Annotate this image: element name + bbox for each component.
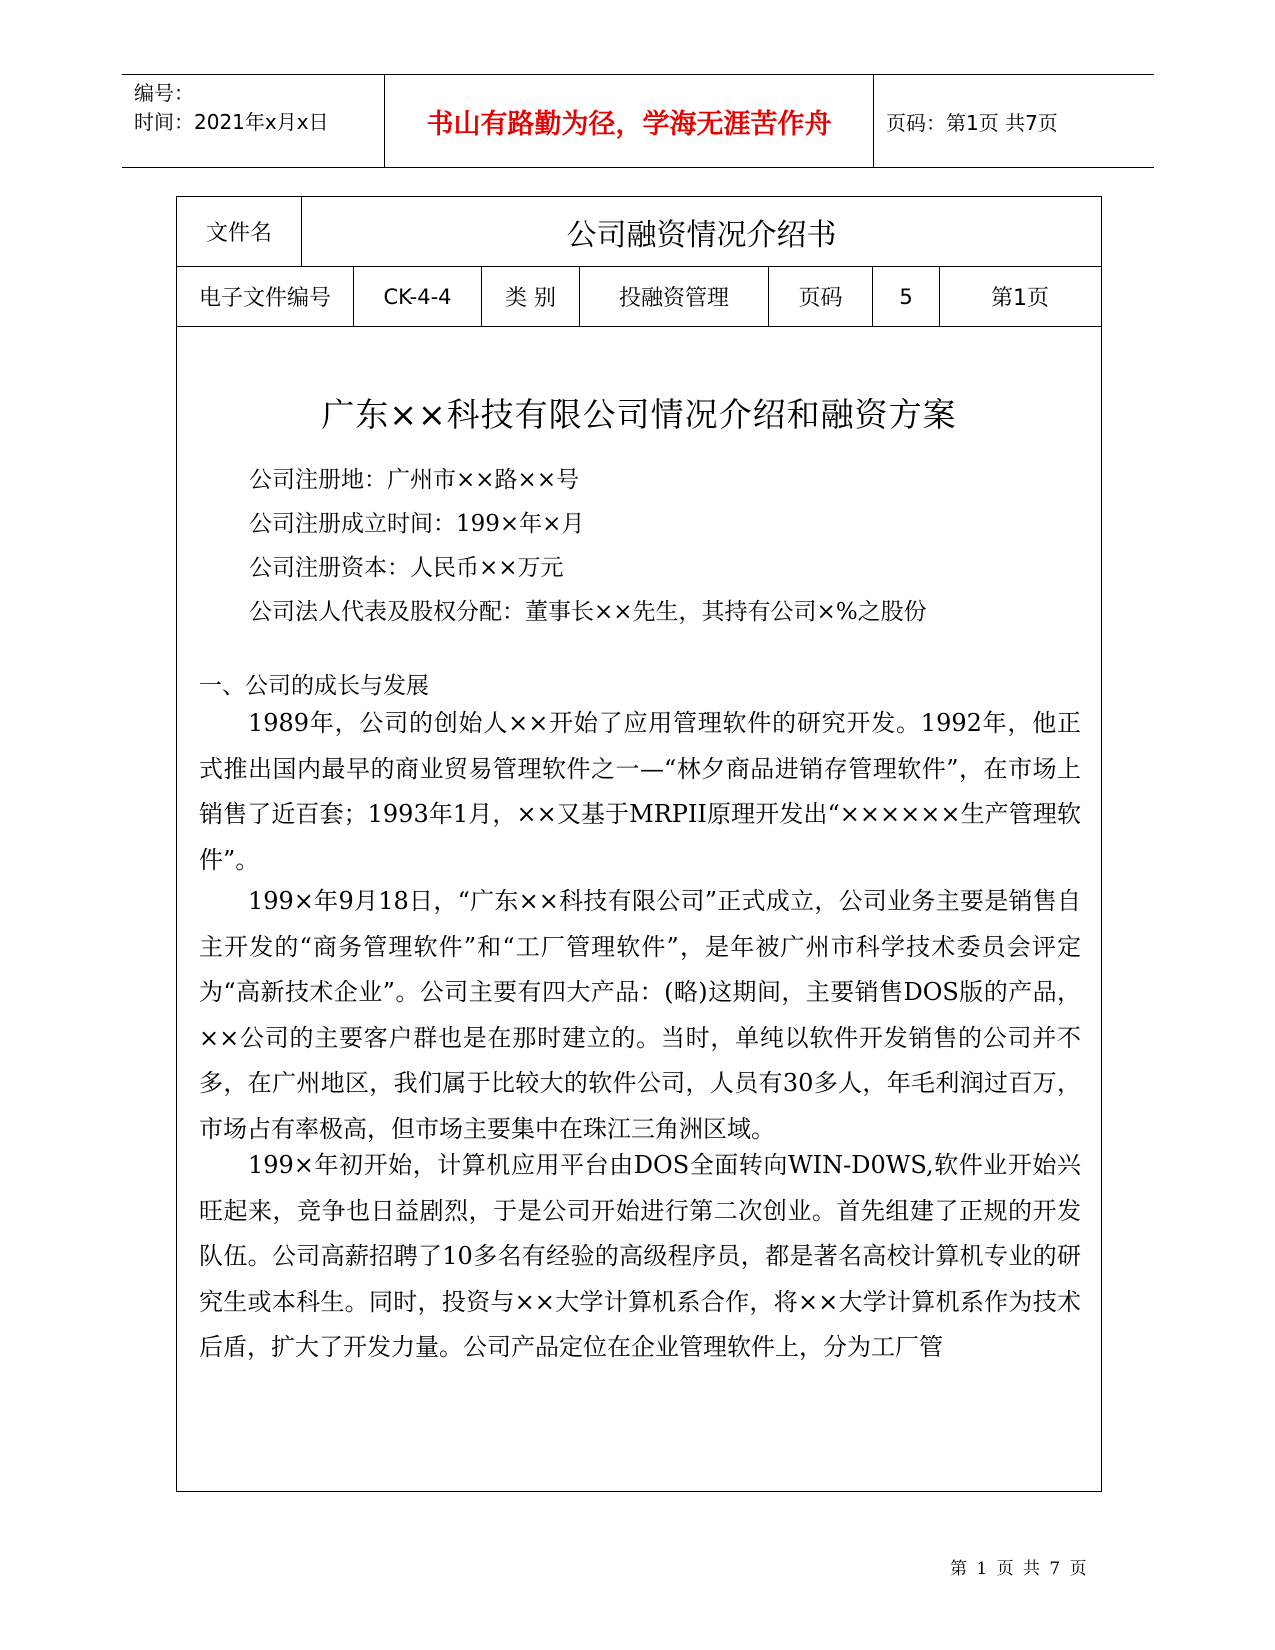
paragraph-1: 1989年，公司的创始人××开始了应用管理软件的研究开发。1992年，他正式推出国内最早的商业贸易管理软件之一—“林夕商品进销存管理软件”，在市场上销售了近百套；1993年1月，××又基于MRPII原理开发出“××××××生产管理软件”。: [199, 709, 1081, 874]
category-value: 投融资管理: [580, 267, 769, 326]
header-motto: 书山有路勤为径，学海无涯苦作舟: [385, 75, 874, 167]
category-label: 类 别: [482, 267, 580, 326]
document-frame: [176, 196, 1102, 1492]
page-footer: 第 1 页 共 7 页: [950, 1559, 1089, 1579]
meta-registration-address: 公司注册地：广州市××路××号: [249, 467, 580, 493]
paragraph-3: 199×年初开始，计算机应用平台由DOS全面转向WIN-D0WS,软件业开始兴旺起来，竞争也日益剧烈，于是公司开始进行第二次创业。首先组建了正规的开发队伍。公司高薪招聘了10多名有经验的高级程序员，都是著名高校计算机专业的研究生或本科生。同时，投资与××大学计算机系合作，将××大学计算机系作为技术后盾，扩大了开发力量。公司产品定位在企业管理软件上，分为工厂管: [199, 1151, 1081, 1361]
header-info-cell: [122, 75, 385, 167]
page-label: 页码: [769, 267, 873, 326]
file-no-label: 电子文件编号: [177, 267, 354, 326]
paragraph-2: 199×年9月18日，“广东××科技有限公司”正式成立，公司业务主要是销售自主开发的“商务管理软件”和“工厂管理软件”，是年被广州市科学技术委员会评定为“高新技术企业”。公司主要有四大产品：(略)这期间，主要销售DOS版的产品，××公司的主要客户群也是在那时建立的。当时，单纯以软件开发销售的公司并不多，在广州地区，我们属于比较大的软件公司，人员有30多人，年毛利润过百万，市场占有率极高，但市场主要集中在珠江三角洲区域。: [199, 887, 1081, 1143]
meta-registered-capital: 公司注册资本：人民币××万元: [249, 555, 564, 581]
meta-legal-representative: 公司法人代表及股权分配：董事长××先生，其持有公司×%之股份: [249, 599, 927, 625]
page-current: 第1页: [991, 286, 1049, 311]
page-header: [122, 74, 1154, 168]
document-title: 广东××科技有限公司情况介绍和融资方案: [321, 395, 957, 434]
filename-label: 文件名: [177, 197, 302, 266]
filename-value: 公司融资情况介绍书: [566, 217, 837, 253]
page-count: 5: [873, 267, 940, 326]
document-number-label: 编号：: [134, 81, 194, 105]
header-page-label: 页码：第1页 共7页: [886, 110, 1058, 135]
document-time-label: 时间：2021年x月x日: [134, 110, 329, 134]
filename-row: [177, 197, 1101, 267]
section-heading: 一、公司的成长与发展: [199, 673, 429, 699]
file-info-row: [177, 267, 1101, 327]
meta-founding-date: 公司注册成立时间：199×年×月: [249, 511, 585, 537]
file-no-value: CK-4-4: [354, 267, 482, 326]
